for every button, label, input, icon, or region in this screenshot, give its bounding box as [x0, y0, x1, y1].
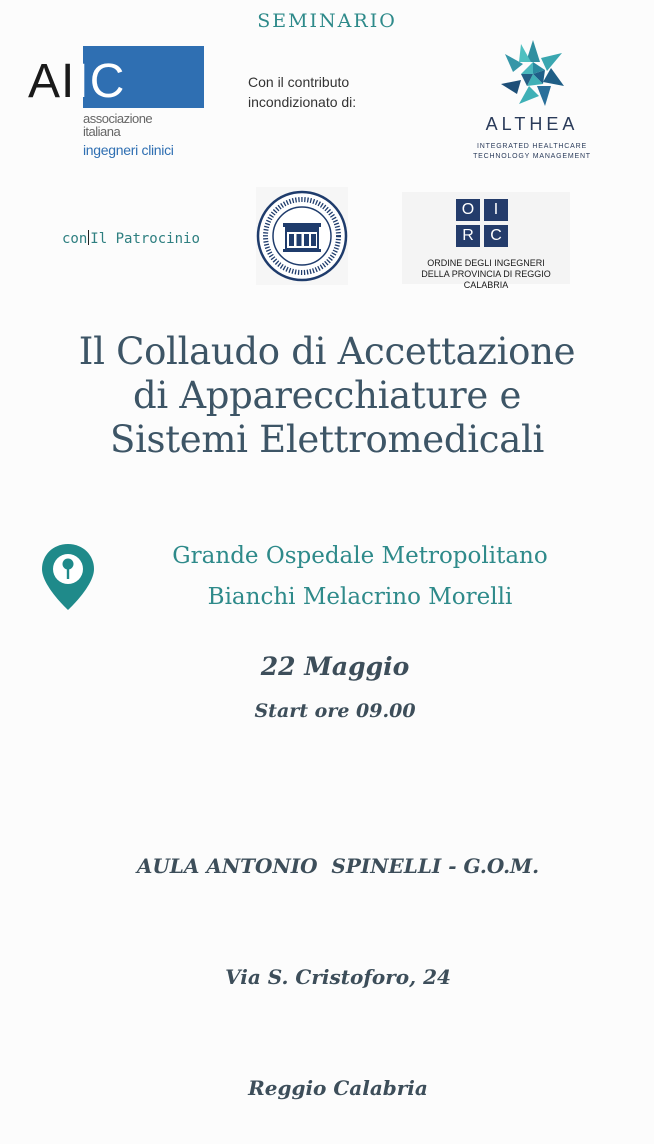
hospital-seal — [256, 187, 348, 285]
althea-star-icon — [462, 38, 602, 114]
oirc-caption-line2: DELLA PROVINCIA DI REGGIO CALABRIA — [421, 269, 551, 290]
aiic-subtitle — [83, 112, 152, 138]
location-text — [100, 536, 620, 618]
oirc-caption-line1: ORDINE DEGLI INGEGNERI — [427, 258, 545, 268]
aiic-subtitle-line1: associazione — [83, 111, 153, 126]
location-line2: Bianchi Melacrino Morelli — [207, 584, 513, 610]
seminar-title-line2: di Apparecchiature e — [132, 374, 522, 417]
oirc-letter-o: O — [456, 199, 480, 221]
venue-line3: Reggio Calabria — [248, 1076, 428, 1100]
sponsor-text-line1: Con il contributo — [248, 74, 350, 90]
sponsor-text — [248, 72, 356, 112]
oirc-letter-i: I — [484, 199, 508, 221]
location-line1: Grande Ospedale Metropolitano — [172, 543, 548, 569]
oirc-letter-grid — [456, 199, 508, 247]
event-date: 22 Maggio — [260, 652, 410, 681]
patronage-text — [62, 230, 200, 247]
althea-tagline — [462, 142, 602, 162]
seminar-title-line1: Il Collaudo di Accettazione — [78, 330, 576, 373]
venue-line2: Via S. Cristoforo, 24 — [225, 965, 451, 989]
hospital-seal-icon — [256, 187, 348, 285]
oirc-logo — [402, 192, 570, 290]
map-pin-icon — [40, 542, 96, 612]
aiic-logo — [28, 46, 208, 164]
oirc-letter-c: C — [484, 225, 508, 247]
aiic-letters-light: IC — [75, 55, 126, 108]
althea-logo — [462, 38, 602, 166]
oirc-letter-r: R — [456, 225, 480, 247]
venue-line1: AULA ANTONIO SPINELLI - G.O.M. — [136, 854, 540, 878]
seminar-title-line3: Sistemi Elettromedicali — [109, 418, 545, 461]
patronage-prefix: con — [62, 231, 88, 247]
event-start-time: Start ore 09.00 — [254, 700, 416, 722]
aiic-logo-letters — [28, 56, 125, 108]
oirc-caption — [402, 258, 570, 291]
aiic-letters-dark: AI — [28, 55, 76, 108]
althea-tagline-line2: TECHNOLOGY MANAGEMENT — [473, 153, 591, 160]
sponsor-text-line2: incondizionato di: — [248, 94, 357, 110]
althea-tagline-line1: INTEGRATED HEALTHCARE — [477, 143, 587, 150]
seminar-label: SEMINARIO — [257, 10, 397, 32]
venue-address — [0, 774, 654, 1144]
location-pin — [40, 542, 96, 612]
aiic-subtitle-line3: ingegneri clinici — [83, 142, 174, 158]
aiic-subtitle-line2: italiana — [83, 124, 121, 139]
patronage-label: Il Patrocinio — [90, 231, 200, 247]
althea-name: ALTHEA — [485, 114, 579, 134]
seminar-title — [0, 330, 654, 462]
